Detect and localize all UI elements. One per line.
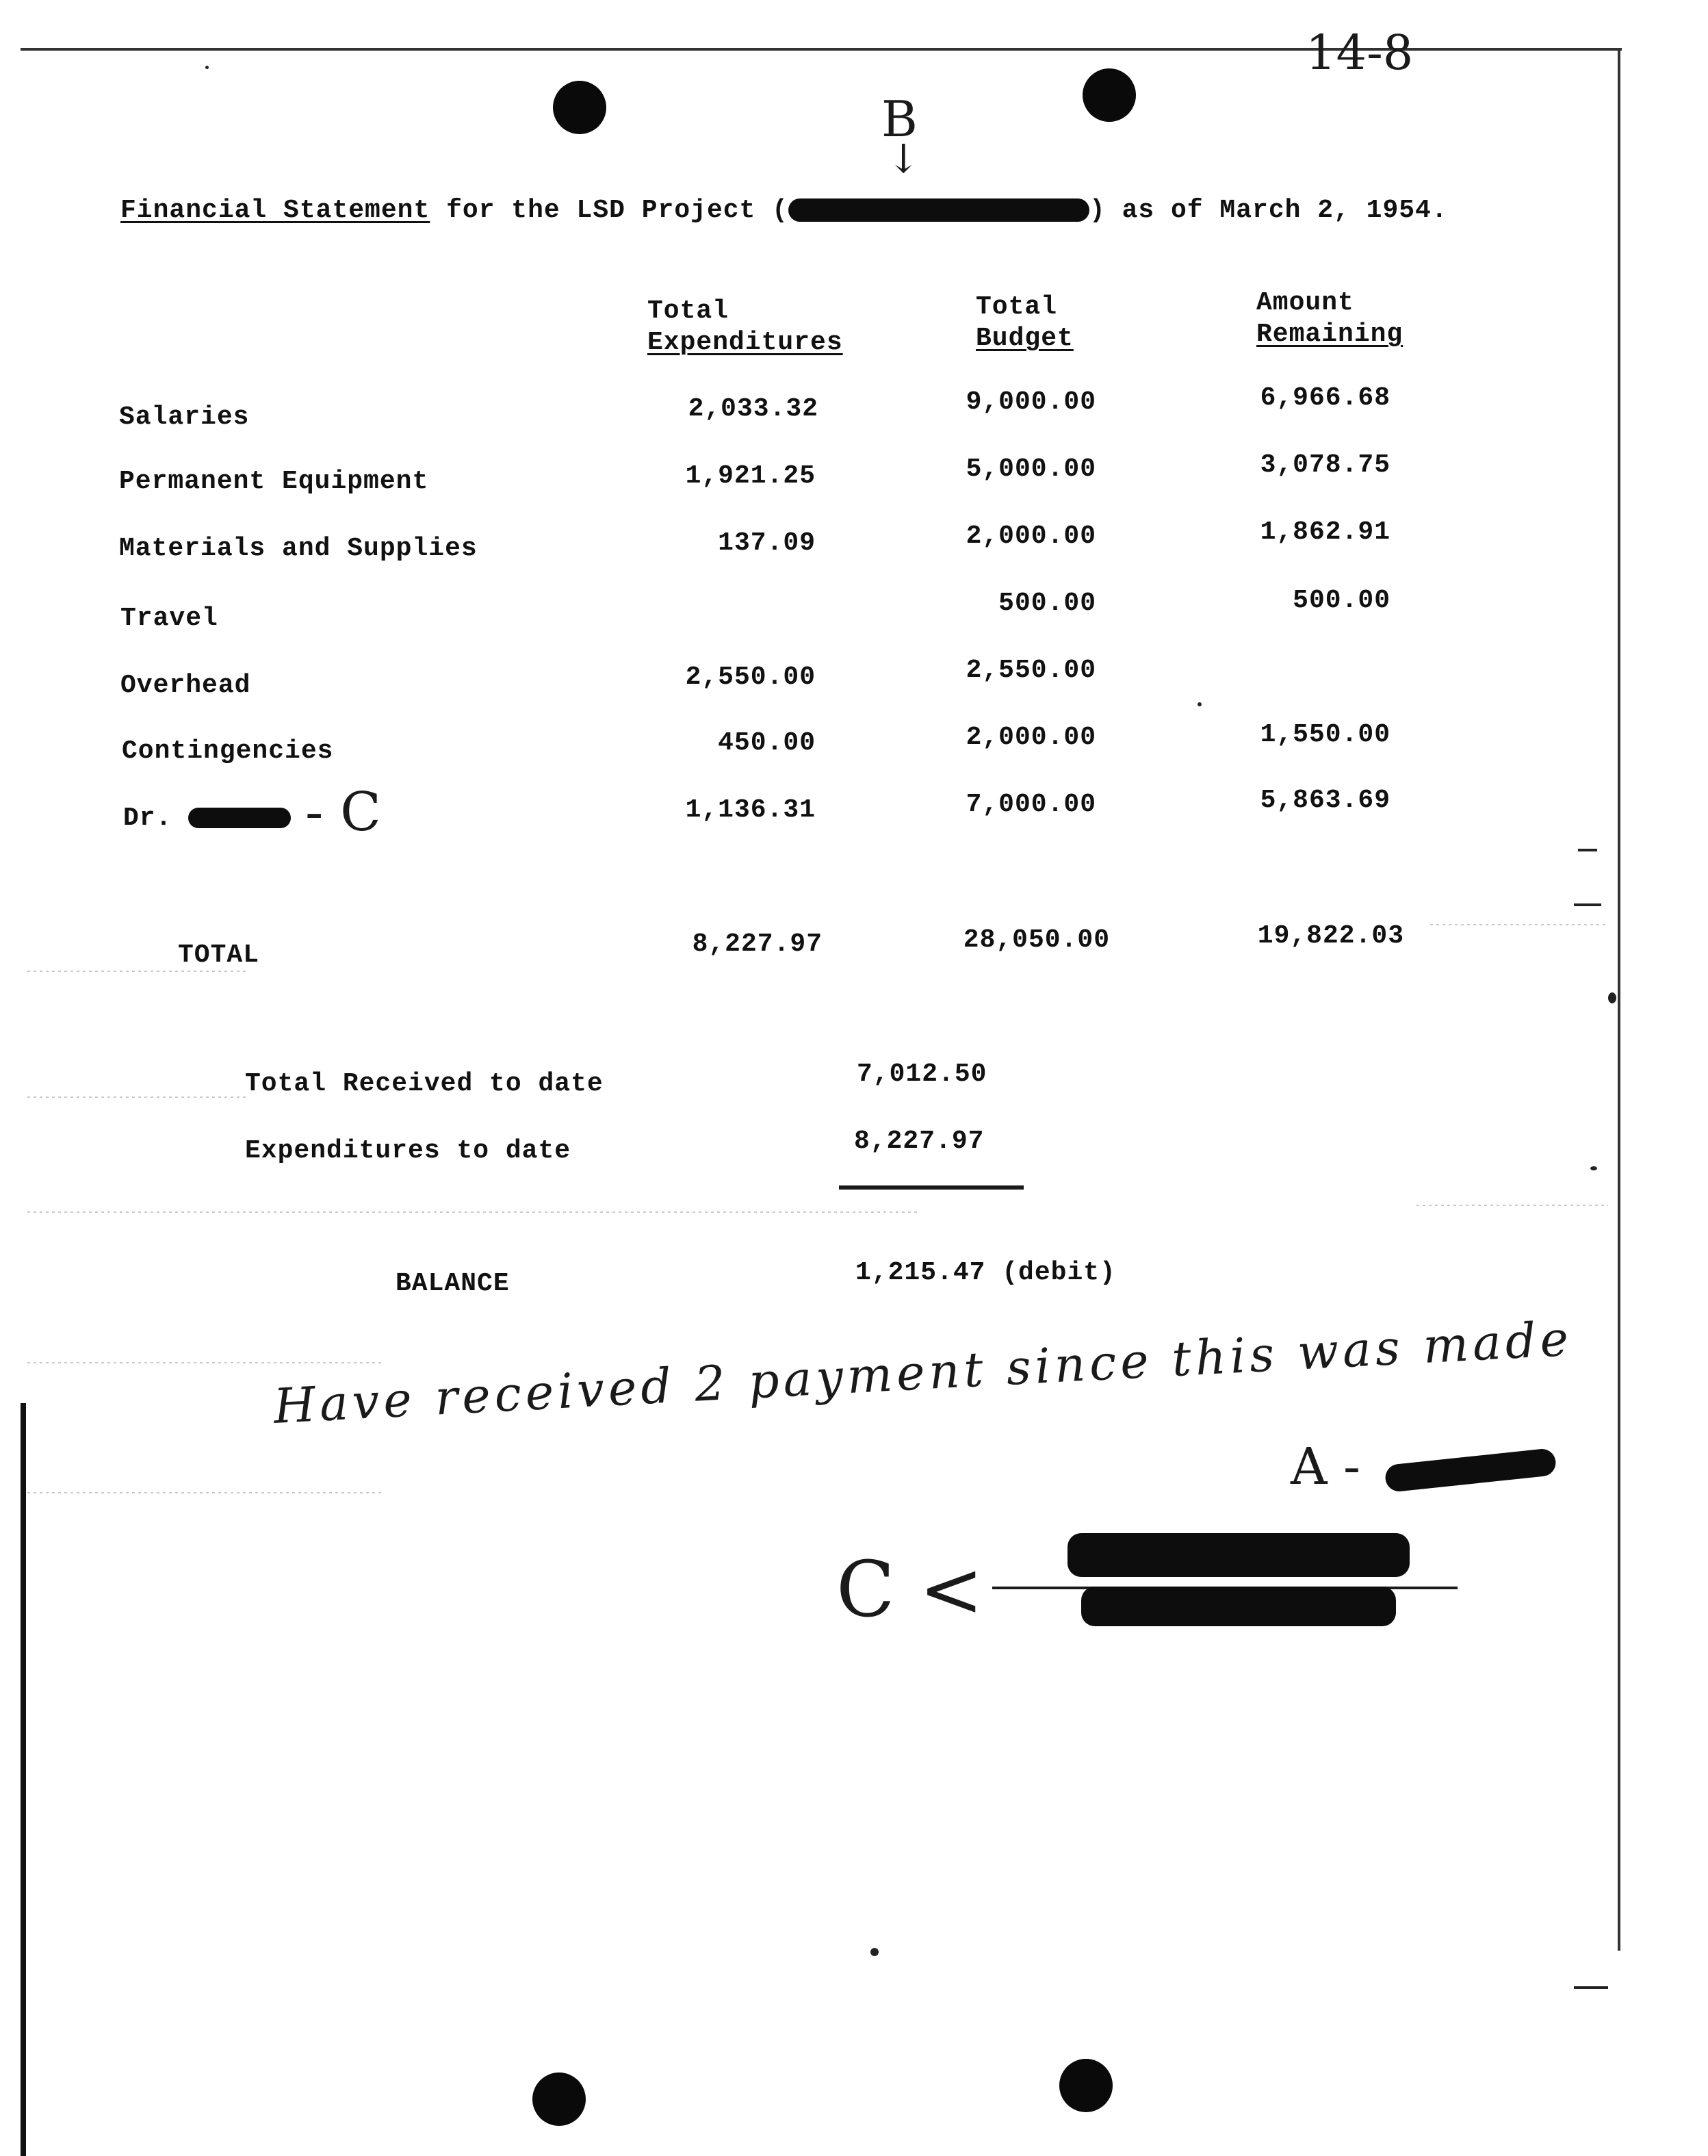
row-remaining-permanent-equipment: 3,078.75	[1260, 450, 1390, 480]
row-label-materials-and-supplies: Materials and Supplies	[119, 534, 478, 563]
punch-hole-top-left	[553, 81, 606, 134]
heading-label: Financial Statement	[120, 196, 430, 225]
row-budget-doctor: 7,000.00	[966, 790, 1096, 819]
b-arrow: ↓	[887, 136, 920, 182]
punch-hole-bottom-left	[532, 2072, 586, 2126]
col-header-remaining-line1: Amount	[1256, 288, 1354, 318]
scan-artifact-4	[27, 1362, 383, 1363]
expenditures-to-date-value: 8,227.97	[854, 1127, 985, 1156]
scan-artifact-2	[27, 1096, 246, 1098]
c-redaction-lower	[1081, 1587, 1396, 1626]
row-label-overhead: Overhead	[120, 671, 251, 700]
row-expenditures-permanent-equipment: 1,921.25	[685, 461, 816, 491]
col-header-budget-line2: Budget	[976, 324, 1074, 353]
summary-rule	[839, 1185, 1024, 1190]
project-name-redaction	[788, 198, 1089, 222]
row-remaining-contingencies: 1,550.00	[1260, 720, 1390, 749]
c-bracket-annotation: C <	[836, 1545, 984, 1634]
row-label-doctor	[123, 804, 291, 833]
row-label-permanent-equipment: Permanent Equipment	[119, 467, 429, 496]
right-edge-line	[1618, 48, 1620, 1951]
c-redaction-upper	[1068, 1533, 1410, 1577]
row-budget-overhead: 2,550.00	[966, 656, 1096, 685]
row-budget-salaries: 9,000.00	[966, 387, 1096, 417]
col-header-remaining	[1256, 287, 1403, 350]
b-annotation: B	[881, 90, 918, 148]
total-remaining: 19,822.03	[1257, 921, 1404, 951]
speck-1	[870, 1948, 879, 1956]
col-header-expenditures-line2: Expenditures	[647, 328, 843, 357]
scan-artifact-5	[27, 1492, 383, 1493]
row-label-contingencies: Contingencies	[122, 736, 334, 766]
col-header-expenditures	[647, 296, 843, 359]
scan-artifact-6	[1430, 924, 1608, 925]
a-annotation: A -	[1291, 1437, 1360, 1496]
row-expenditures-contingencies: 450.00	[718, 728, 816, 758]
row-remaining-travel: 500.00	[1293, 586, 1390, 615]
doctor-name-redaction	[188, 808, 291, 828]
left-edge-strip	[21, 1403, 26, 2156]
total-expenditures: 8,227.97	[692, 929, 823, 959]
heading-text-after: ) as of March 2, 1954.	[1089, 196, 1448, 225]
col-header-remaining-line2: Remaining	[1256, 320, 1403, 349]
scan-artifact-3	[27, 1211, 917, 1213]
row-label-salaries: Salaries	[119, 402, 250, 432]
total-label: TOTAL	[178, 940, 260, 970]
total-received-value: 7,012.50	[857, 1060, 987, 1089]
row-budget-permanent-equipment: 5,000.00	[966, 454, 1096, 484]
handwritten-note: Have received 2 payment since this was made	[272, 1310, 1574, 1435]
scan-artifact-7	[1416, 1205, 1608, 1206]
speck-7	[1574, 903, 1601, 906]
row-budget-travel: 500.00	[998, 589, 1096, 618]
heading-text-before: for the LSD Project (	[446, 196, 788, 225]
row-remaining-salaries: 6,966.68	[1260, 383, 1390, 413]
col-header-expenditures-line1: Total	[647, 296, 729, 326]
c-annotation-row: - C	[305, 782, 381, 843]
a-redaction	[1384, 1448, 1557, 1493]
punch-hole-top-right	[1083, 68, 1136, 122]
scan-artifact-1	[27, 971, 246, 972]
row-remaining-doctor: 5,863.69	[1260, 786, 1390, 815]
page-number-mark: 14-8	[1306, 25, 1414, 81]
speck-3	[1198, 702, 1202, 706]
speck-6	[1578, 849, 1597, 851]
total-received-label: Total Received to date	[245, 1069, 604, 1099]
speck-4	[205, 66, 209, 69]
row-label-travel: Travel	[120, 604, 218, 633]
row-expenditures-salaries: 2,033.32	[688, 394, 818, 424]
balance-label: BALANCE	[396, 1269, 510, 1298]
expenditures-to-date-label: Expenditures to date	[245, 1136, 571, 1166]
row-expenditures-doctor: 1,136.31	[685, 795, 816, 825]
total-budget: 28,050.00	[963, 925, 1110, 955]
col-header-budget	[976, 292, 1074, 355]
speck-2	[1608, 992, 1616, 1003]
balance-value: 1,215.47 (debit)	[855, 1258, 1116, 1287]
row-budget-contingencies: 2,000.00	[966, 723, 1096, 752]
punch-hole-bottom-right	[1059, 2059, 1113, 2112]
speck-8	[1574, 1986, 1608, 1989]
speck-5	[1590, 1166, 1597, 1170]
col-header-budget-line1: Total	[976, 292, 1058, 322]
doctor-prefix: Dr.	[123, 804, 172, 833]
row-remaining-materials-and-supplies: 1,862.91	[1260, 517, 1390, 547]
row-expenditures-overhead: 2,550.00	[685, 663, 816, 692]
statement-heading	[120, 196, 1448, 225]
row-budget-materials-and-supplies: 2,000.00	[966, 522, 1096, 551]
row-expenditures-materials-and-supplies: 137.09	[718, 528, 816, 558]
